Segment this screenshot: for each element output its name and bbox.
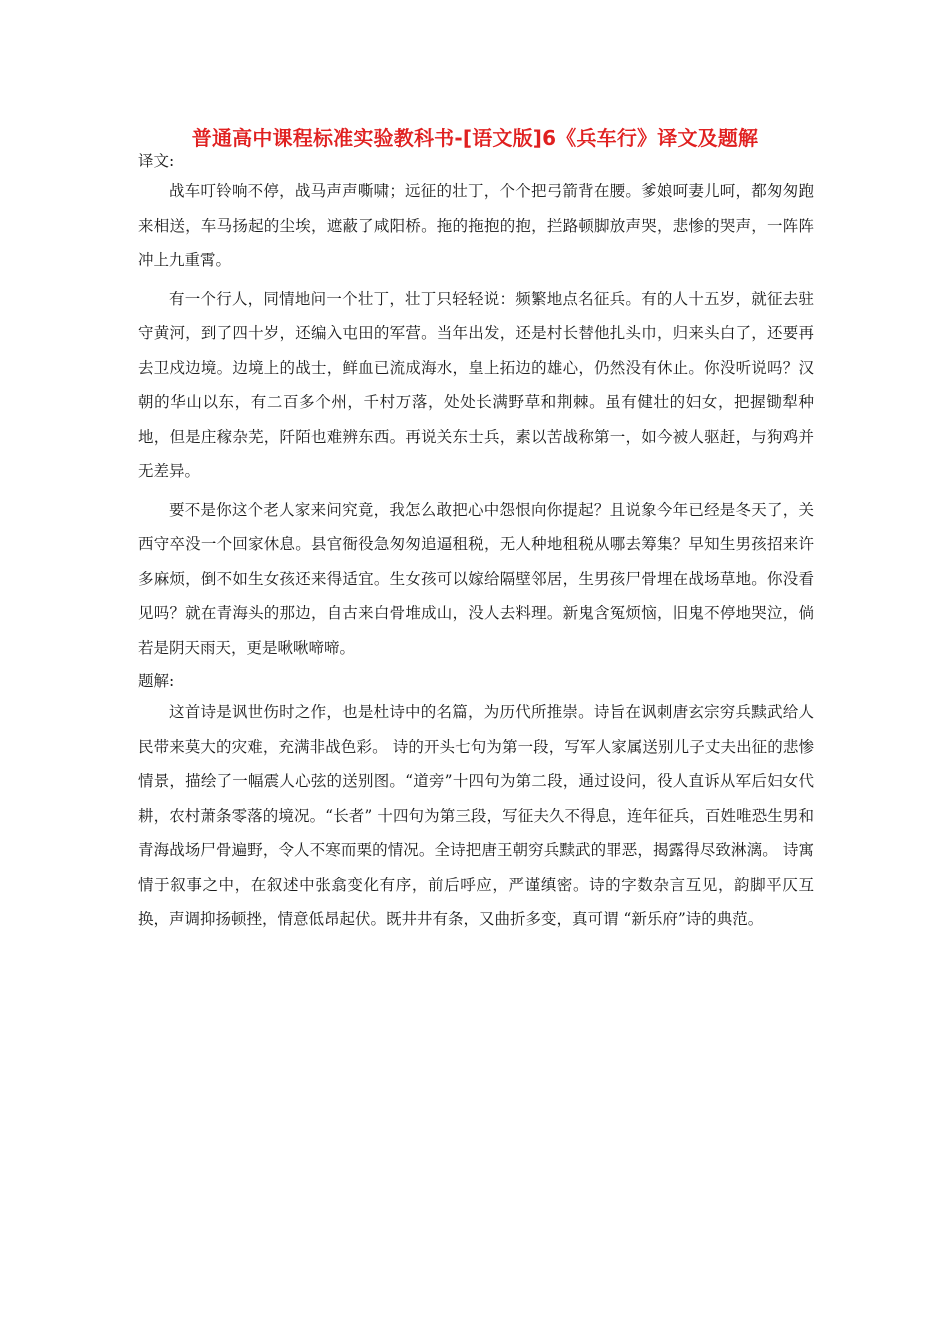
explanation-paragraph: 这首诗是讽世伤时之作，也是杜诗中的名篇，为历代所推崇。诗旨在讽刺唐玄宗穷兵黩武给人民带来莫大的灾难，充满非战色彩。 诗的开头七句为第一段，写军人家属送别儿子丈夫出征的悲惨情景，描绘了一幅震人心弦的送别图。“道旁”十四句为第二段，通过设问，役人直诉从军后妇女代耕，农村萧条零落的境况。“长者” 十四句为第三段，写征夫久不得息，连年征兵，百姓唯恐生男和青海战场尸骨遍野，令人不寒而栗的情况。全诗把唐王朝穷兵黩武的罪恶，揭露得尽致淋漓。 诗寓情于叙事之中，在叙述中张翕变化有序，前后呼应，严谨缜密。诗的字数杂言互见，韵脚平仄互换，声调抑扬顿挫，情意低昂起伏。既井井有条，又曲折多变，真可谓 “新乐府”诗的典范。 <box>138 703 814 928</box>
explanation-label: 题解: <box>138 672 175 690</box>
translation-paragraph-1: 战车叮铃响不停，战马声声嘶啸；远征的壮丁，个个把弓箭背在腰。爹娘呵妻儿呵，都匆匆跑来相送，车马扬起的尘埃，遮蔽了咸阳桥。拖的拖抱的抱，拦路顿脚放声哭，悲惨的哭声，一阵阵冲上九重霄。 <box>138 182 814 269</box>
document-title: 普通高中课程标准实验教科书-[语文版]6《兵车行》译文及题解 <box>191 126 759 150</box>
translation-paragraph-3: 要不是你这个老人家来问究竟，我怎么敢把心中怨恨向你提起？且说象今年已经是冬天了，关西守卒没一个回家休息。县官衙役急匆匆追逼租税，无人种地租税从哪去筹集？早知生男孩招来许多麻烦，倒不如生女孩还来得适宜。生女孩可以嫁给隔壁邻居，生男孩尸骨埋在战场草地。你没看见吗？就在青海头的那边，自古来白骨堆成山，没人去料理。新鬼含冤烦恼，旧鬼不停地哭泣，倘若是阴天雨天，更是啾啾啼啼。 <box>138 500 814 657</box>
translation-paragraph-2: 有一个行人，同情地问一个壮丁，壮丁只轻轻说：频繁地点名征兵。有的人十五岁，就征去驻守黄河，到了四十岁，还编入屯田的军营。当年出发，还是村长替他扎头巾，归来头白了，还要再去卫戍边境。边境上的战士，鲜血已流成海水，皇上拓边的雄心，仍然没有休止。你没听说吗？汉朝的华山以东，有二百多个州，千村万落，处处长满野草和荆棘。虽有健壮的妇女，把握锄犁种地，但是庄稼杂芜，阡陌也难辨东西。再说关东士兵，素以苦战称第一，如今被人驱赶，与狗鸡并无差异。 <box>138 289 814 480</box>
translation-label: 译文: <box>138 152 175 170</box>
document-body <box>138 150 814 937</box>
